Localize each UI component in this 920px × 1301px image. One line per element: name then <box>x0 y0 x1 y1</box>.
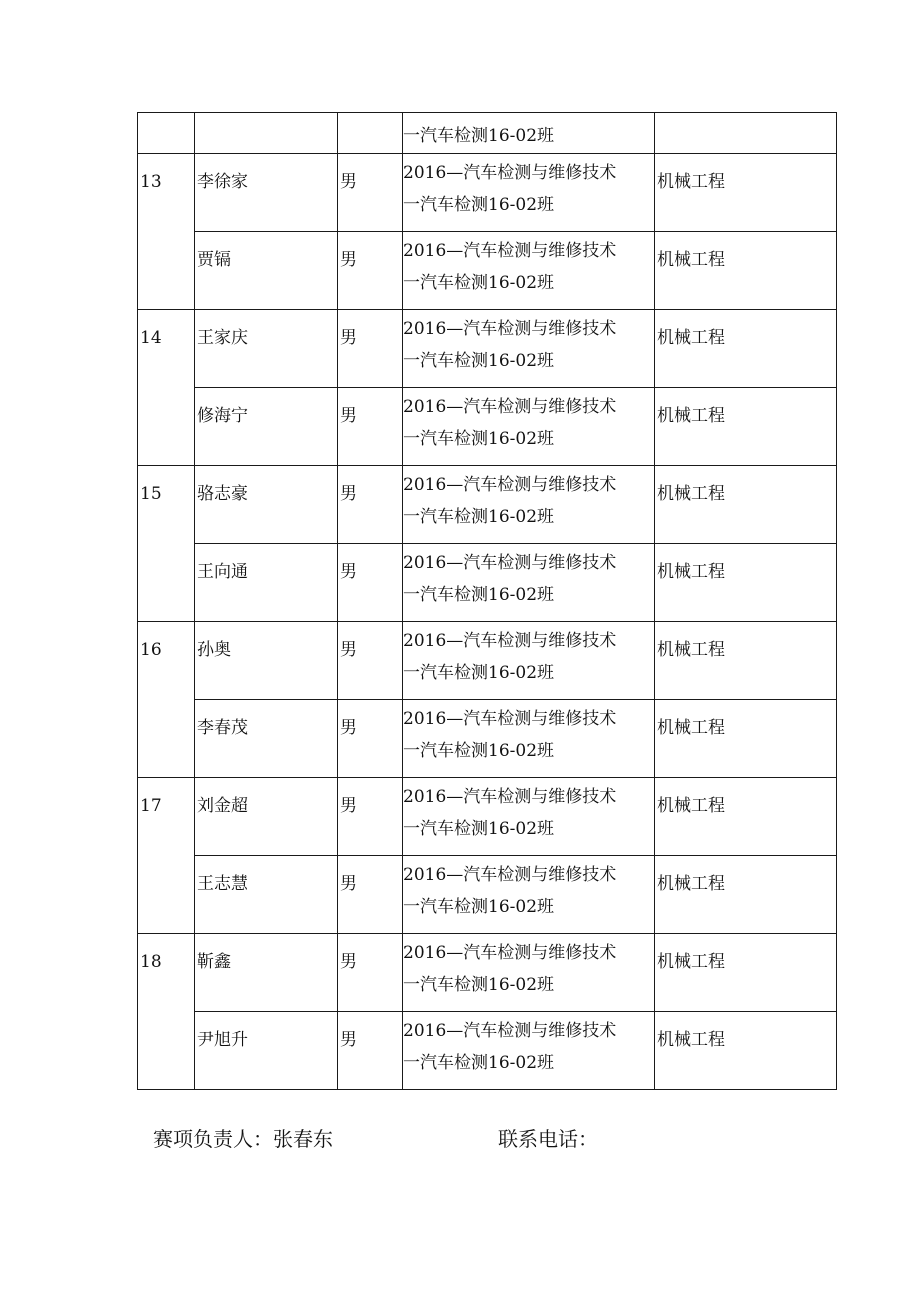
responsible-person: 赛项负责人：张春东 <box>153 1127 333 1151</box>
name-cell <box>195 154 338 232</box>
class-name-line2: 一汽车检测16-02班 <box>403 273 555 293</box>
table-row <box>138 388 837 466</box>
table-row <box>138 310 837 388</box>
roster-body <box>138 113 837 1090</box>
dept-cell <box>655 154 837 232</box>
table-row <box>138 856 837 934</box>
department: 机械工程 <box>657 172 725 192</box>
table-row <box>138 232 837 310</box>
no-cell <box>138 310 195 466</box>
dept-cell <box>655 1012 837 1090</box>
student-gender: 男 <box>340 328 357 348</box>
gender-cell <box>338 154 403 232</box>
department: 机械工程 <box>657 562 725 582</box>
department: 机械工程 <box>657 796 725 816</box>
student-name <box>195 113 337 117</box>
class-name-line1: 2016—汽车检测与维修技术 <box>403 319 617 339</box>
table-row <box>138 1012 837 1090</box>
class-name-line2: 一汽车检测16-02班 <box>403 429 555 449</box>
table-row <box>138 154 837 232</box>
department: 机械工程 <box>657 250 725 270</box>
student-gender: 男 <box>340 952 357 972</box>
department: 机械工程 <box>657 406 725 426</box>
dept-cell <box>655 113 837 154</box>
gender-cell <box>338 310 403 388</box>
gender-cell <box>338 700 403 778</box>
class-name-line2: 一汽车检测16-02班 <box>403 741 555 761</box>
student-name: 王志慧 <box>197 874 248 894</box>
no-cell <box>138 154 195 310</box>
class-name-line1: 2016—汽车检测与维修技术 <box>403 865 617 885</box>
dept-cell <box>655 934 837 1012</box>
student-name: 靳鑫 <box>197 952 231 972</box>
student-gender: 男 <box>340 484 357 504</box>
row-number: 15 <box>140 484 162 504</box>
row-number: 14 <box>140 328 162 348</box>
gender-cell <box>338 466 403 544</box>
class-name-line1: 2016—汽车检测与维修技术 <box>403 943 617 963</box>
student-name: 骆志豪 <box>197 484 248 504</box>
class-cell <box>403 778 655 856</box>
name-cell <box>195 778 338 856</box>
class-name-line1: 2016—汽车检测与维修技术 <box>403 475 617 495</box>
row-number: 16 <box>140 640 162 660</box>
student-gender: 男 <box>340 172 357 192</box>
class-cell <box>403 622 655 700</box>
department: 机械工程 <box>657 1030 725 1050</box>
student-name: 修海宁 <box>197 406 248 426</box>
class-cell <box>403 1012 655 1090</box>
gender-cell <box>338 778 403 856</box>
no-cell <box>138 934 195 1090</box>
department: 机械工程 <box>657 640 725 660</box>
dept-cell <box>655 778 837 856</box>
no-cell <box>138 622 195 778</box>
class-name-line1: 2016—汽车检测与维修技术 <box>403 241 617 261</box>
class-cell <box>403 154 655 232</box>
name-cell <box>195 1012 338 1090</box>
class-name-line2: 一汽车检测16-02班 <box>403 975 555 995</box>
dept-cell <box>655 388 837 466</box>
table-row <box>138 113 837 154</box>
student-name: 尹旭升 <box>197 1030 248 1050</box>
row-number <box>138 113 194 117</box>
name-cell <box>195 622 338 700</box>
roster-table <box>137 112 837 1090</box>
table-row <box>138 544 837 622</box>
class-name-line1: 2016—汽车检测与维修技术 <box>403 709 617 729</box>
student-gender: 男 <box>340 718 357 738</box>
gender-cell <box>338 934 403 1012</box>
name-cell <box>195 388 338 466</box>
class-name-line1: 2016—汽车检测与维修技术 <box>403 631 617 651</box>
department: 机械工程 <box>657 484 725 504</box>
class-name-line2: 一汽车检测16-02班 <box>403 585 555 605</box>
class-cell <box>403 388 655 466</box>
student-name: 孙奥 <box>197 640 231 660</box>
student-name: 李徐家 <box>197 172 248 192</box>
class-cell <box>403 310 655 388</box>
dept-cell <box>655 232 837 310</box>
gender-cell <box>338 856 403 934</box>
class-name-line1: 2016—汽车检测与维修技术 <box>403 1021 617 1041</box>
name-cell <box>195 232 338 310</box>
class-name-line2: 一汽车检测16-02班 <box>403 663 555 683</box>
student-name: 王家庆 <box>197 328 248 348</box>
class-cell <box>403 934 655 1012</box>
class-name-line2: 一汽车检测16-02班 <box>403 1053 555 1073</box>
class-cell <box>403 232 655 310</box>
table-row <box>138 622 837 700</box>
table-row <box>138 934 837 1012</box>
row-number: 18 <box>140 952 162 972</box>
class-name-line1: 2016—汽车检测与维修技术 <box>403 163 617 183</box>
department: 机械工程 <box>657 718 725 738</box>
class-cell <box>403 544 655 622</box>
class-name-line2: 一汽车检测16-02班 <box>403 897 555 917</box>
department <box>655 113 836 117</box>
student-gender: 男 <box>340 562 357 582</box>
student-name: 贾镉 <box>197 250 231 270</box>
class-name-line1: 2016—汽车检测与维修技术 <box>403 397 617 417</box>
no-cell <box>138 113 195 154</box>
dept-cell <box>655 856 837 934</box>
department: 机械工程 <box>657 874 725 894</box>
class-cell <box>403 856 655 934</box>
row-number: 17 <box>140 796 162 816</box>
gender-cell <box>338 622 403 700</box>
class-name-line2: 一汽车检测16-02班 <box>403 351 555 371</box>
name-cell <box>195 934 338 1012</box>
class-name-line1: 2016—汽车检测与维修技术 <box>403 553 617 573</box>
contact-phone: 联系电话： <box>498 1127 598 1151</box>
dept-cell <box>655 622 837 700</box>
student-name: 王向通 <box>197 562 248 582</box>
student-gender: 男 <box>340 640 357 660</box>
dept-cell <box>655 310 837 388</box>
student-gender: 男 <box>340 874 357 894</box>
department: 机械工程 <box>657 952 725 972</box>
gender-cell <box>338 113 403 154</box>
name-cell <box>195 856 338 934</box>
class-name-line2: 一汽车检测16-02班 <box>403 126 555 146</box>
dept-cell <box>655 544 837 622</box>
table-row <box>138 778 837 856</box>
student-gender: 男 <box>340 250 357 270</box>
student-gender <box>338 113 402 117</box>
student-gender: 男 <box>340 1030 357 1050</box>
name-cell <box>195 113 338 154</box>
student-name: 刘金超 <box>197 796 248 816</box>
gender-cell <box>338 232 403 310</box>
class-name-line2: 一汽车检测16-02班 <box>403 819 555 839</box>
student-gender: 男 <box>340 406 357 426</box>
table-row <box>138 466 837 544</box>
class-cell <box>403 466 655 544</box>
gender-cell <box>338 388 403 466</box>
class-name-line1: 2016—汽车检测与维修技术 <box>403 787 617 807</box>
no-cell <box>138 778 195 934</box>
class-name-line2: 一汽车检测16-02班 <box>403 195 555 215</box>
gender-cell <box>338 1012 403 1090</box>
no-cell <box>138 466 195 622</box>
dept-cell <box>655 700 837 778</box>
student-gender: 男 <box>340 796 357 816</box>
name-cell <box>195 544 338 622</box>
student-name: 李春茂 <box>197 718 248 738</box>
department: 机械工程 <box>657 328 725 348</box>
gender-cell <box>338 544 403 622</box>
class-cell <box>403 113 655 154</box>
class-cell <box>403 700 655 778</box>
name-cell <box>195 310 338 388</box>
name-cell <box>195 700 338 778</box>
name-cell <box>195 466 338 544</box>
row-number: 13 <box>140 172 162 192</box>
class-name-line2: 一汽车检测16-02班 <box>403 507 555 527</box>
table-row <box>138 700 837 778</box>
dept-cell <box>655 466 837 544</box>
